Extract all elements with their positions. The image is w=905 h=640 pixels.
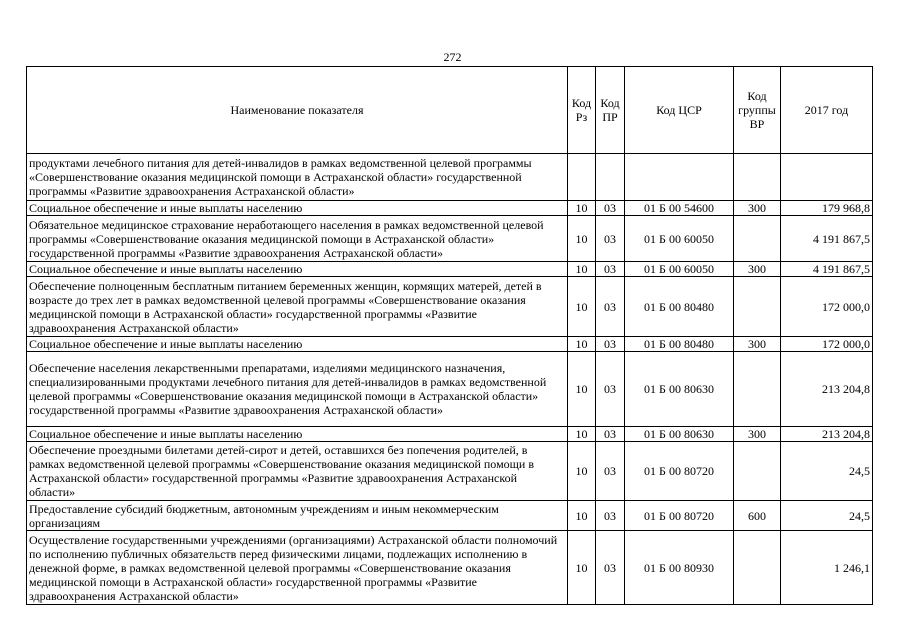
row-vr bbox=[734, 277, 781, 337]
table-row bbox=[27, 154, 873, 201]
row-value: 24,5 bbox=[781, 501, 873, 531]
row-value: 213 204,8 bbox=[781, 427, 873, 442]
table-row bbox=[27, 427, 873, 442]
row-name: Социальное обеспечение и иные выплаты населению bbox=[27, 201, 568, 216]
row-name: Обеспечение проездными билетами детей-сирот и детей, оставшихся без попечения родителей, в рамках ведомственной целевой программы «Совершенствование оказания медицинской помощи в Астраханской области» государственной программы «Развитие здравоохранения Астраханской области» bbox=[27, 442, 568, 501]
table-row bbox=[27, 442, 873, 501]
row-rz: 10 bbox=[568, 442, 596, 501]
table-row bbox=[27, 201, 873, 216]
row-pr: 03 bbox=[596, 201, 625, 216]
header-year: 2017 год bbox=[781, 67, 873, 154]
row-value: 4 191 867,5 bbox=[781, 216, 873, 262]
row-pr: 03 bbox=[596, 216, 625, 262]
row-csr: 01 Б 00 80480 bbox=[625, 277, 734, 337]
row-rz: 10 bbox=[568, 216, 596, 262]
row-rz: 10 bbox=[568, 427, 596, 442]
row-value: 172 000,0 bbox=[781, 277, 873, 337]
row-pr: 03 bbox=[596, 337, 625, 352]
budget-table bbox=[26, 66, 873, 605]
row-value: 172 000,0 bbox=[781, 337, 873, 352]
row-value: 4 191 867,5 bbox=[781, 262, 873, 277]
table-header-row bbox=[27, 67, 873, 154]
table-row bbox=[27, 501, 873, 531]
table-row bbox=[27, 337, 873, 352]
row-csr bbox=[625, 154, 734, 201]
row-value: 24,5 bbox=[781, 442, 873, 501]
row-value bbox=[781, 154, 873, 201]
row-name: Обеспечение населения лекарственными препаратами, изделиями медицинского назначения, специализированными продуктами лечебного питания для детей-инвалидов в рамках ведомственной целевой программы «Совершенствование оказания медицинской помощи в Астраханской области» государственной программы «Развитие здравоохранения Астраханской области» bbox=[27, 352, 568, 427]
row-pr: 03 bbox=[596, 501, 625, 531]
table-row bbox=[27, 352, 873, 427]
table-row bbox=[27, 277, 873, 337]
row-pr: 03 bbox=[596, 442, 625, 501]
row-name: Предоставление субсидий бюджетным, автономным учреждениям и иным некоммерческим организациям bbox=[27, 501, 568, 531]
row-vr bbox=[734, 531, 781, 605]
row-vr: 300 bbox=[734, 427, 781, 442]
header-vr: Код группы ВР bbox=[734, 67, 781, 154]
row-csr: 01 Б 00 80720 bbox=[625, 442, 734, 501]
row-pr: 03 bbox=[596, 262, 625, 277]
row-rz: 10 bbox=[568, 277, 596, 337]
row-rz: 10 bbox=[568, 531, 596, 605]
row-vr bbox=[734, 154, 781, 201]
row-pr: 03 bbox=[596, 352, 625, 427]
row-csr: 01 Б 00 80720 bbox=[625, 501, 734, 531]
row-name: Обязательное медицинское страхование неработающего населения в рамках ведомственной целевой программы «Совершенствование оказания медицинской помощи в Астраханской области» государственной программы «Развитие здравоохранения Астраханской области» bbox=[27, 216, 568, 262]
row-rz: 10 bbox=[568, 352, 596, 427]
row-pr: 03 bbox=[596, 531, 625, 605]
row-csr: 01 Б 00 80630 bbox=[625, 427, 734, 442]
row-rz: 10 bbox=[568, 262, 596, 277]
row-name: Обеспечение полноценным бесплатным питанием беременных женщин, кормящих матерей, детей в возрасте до трех лет в рамках ведомственной целевой программы «Совершенствование оказания медицинской помощи в Астраханской области» государственной программы «Развитие здравоохранения Астраханской области» bbox=[27, 277, 568, 337]
row-value: 179 968,8 bbox=[781, 201, 873, 216]
row-name: продуктами лечебного питания для детей-инвалидов в рамках ведомственной целевой программы «Совершенствование оказания медицинской помощи в Астраханской области» государственной программы «Развитие здравоохранения Астраханской области» bbox=[27, 154, 568, 201]
row-name: Осуществление государственными учреждениями (организациями) Астраханской области полномочий по исполнению публичных обязательств перед физическими лицами, подлежащих исполнению в денежной форме, в рамках ведомственной целевой программы «Совершенствование оказания медицинской помощи в Астраханской области» государственной программы «Развитие здравоохранения Астраханской области» bbox=[27, 531, 568, 605]
row-name: Социальное обеспечение и иные выплаты населению bbox=[27, 262, 568, 277]
row-vr: 300 bbox=[734, 337, 781, 352]
row-rz: 10 bbox=[568, 501, 596, 531]
row-value: 1 246,1 bbox=[781, 531, 873, 605]
table-row bbox=[27, 216, 873, 262]
row-pr: 03 bbox=[596, 427, 625, 442]
row-pr: 03 bbox=[596, 277, 625, 337]
row-vr: 600 bbox=[734, 501, 781, 531]
row-rz bbox=[568, 154, 596, 201]
row-csr: 01 Б 00 80630 bbox=[625, 352, 734, 427]
row-csr: 01 Б 00 60050 bbox=[625, 262, 734, 277]
row-rz: 10 bbox=[568, 201, 596, 216]
row-vr bbox=[734, 216, 781, 262]
header-pr: Код ПР bbox=[596, 67, 625, 154]
header-rz: Код Рз bbox=[568, 67, 596, 154]
row-name: Социальное обеспечение и иные выплаты населению bbox=[27, 337, 568, 352]
row-csr: 01 Б 00 80930 bbox=[625, 531, 734, 605]
table-row bbox=[27, 531, 873, 605]
row-vr: 300 bbox=[734, 262, 781, 277]
header-csr: Код ЦСР bbox=[625, 67, 734, 154]
row-csr: 01 Б 00 60050 bbox=[625, 216, 734, 262]
row-csr: 01 Б 00 54600 bbox=[625, 201, 734, 216]
row-pr bbox=[596, 154, 625, 201]
header-name: Наименование показателя bbox=[27, 67, 568, 154]
page-number: 272 bbox=[443, 50, 462, 64]
row-name: Социальное обеспечение и иные выплаты населению bbox=[27, 427, 568, 442]
row-rz: 10 bbox=[568, 337, 596, 352]
row-value: 213 204,8 bbox=[781, 352, 873, 427]
row-csr: 01 Б 00 80480 bbox=[625, 337, 734, 352]
row-vr bbox=[734, 352, 781, 427]
table-row bbox=[27, 262, 873, 277]
row-vr bbox=[734, 442, 781, 501]
row-vr: 300 bbox=[734, 201, 781, 216]
